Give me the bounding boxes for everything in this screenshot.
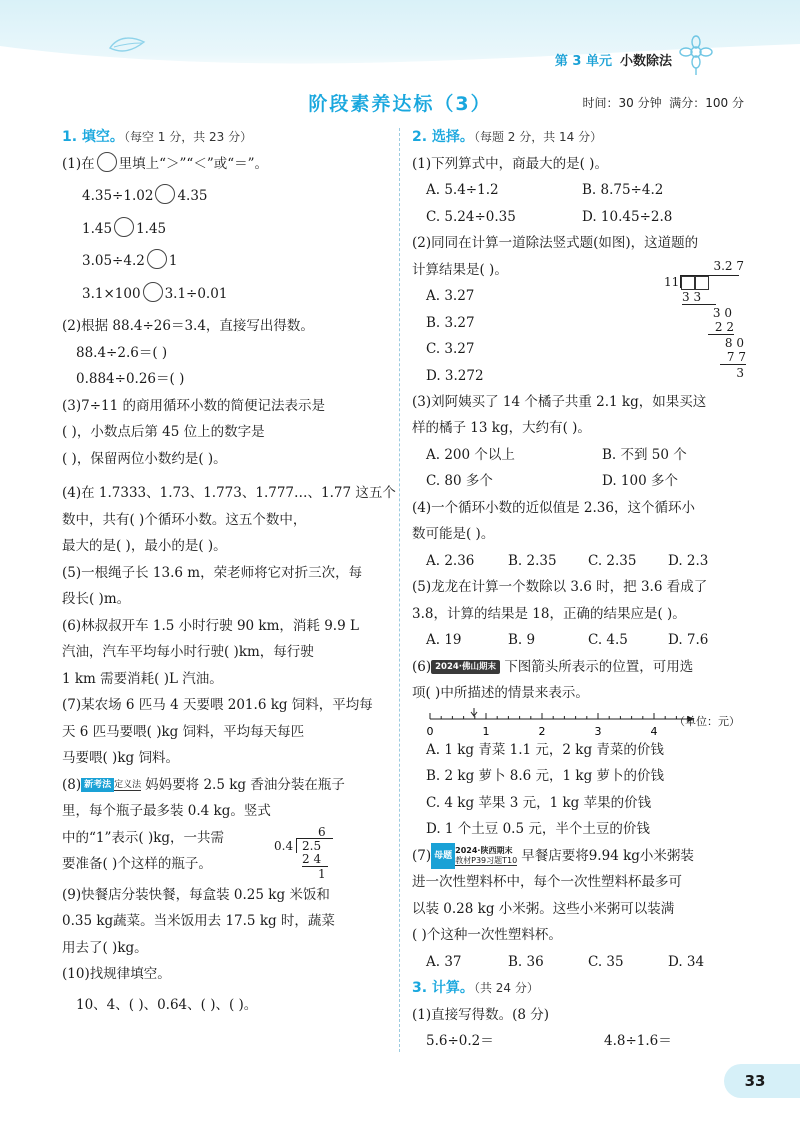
page-number-text: 33 [744, 1072, 766, 1090]
q2-item[interactable]: 0.884÷0.26＝( ) [76, 371, 185, 387]
question-1-9: (9)快餐店分装快餐，每盒装 0.25 kg 米饭和 [62, 886, 330, 903]
question-1-7-cont[interactable]: 马要喂( )kg 饲料。 [62, 750, 179, 766]
question-2-4-cont[interactable]: 数可能是( )。 [412, 526, 495, 542]
question-1-10: (10)找规律填空。 [62, 966, 171, 982]
q-number: (6) [412, 658, 432, 675]
option-c[interactable]: C. 4.5 [588, 632, 628, 648]
option-c[interactable]: C. 35 [588, 953, 624, 970]
option-c[interactable]: C. 5.24÷0.35 [426, 208, 516, 225]
div-quotient: 3.2 7 [713, 258, 744, 273]
expr-left: 4.35÷1.02 [82, 188, 154, 204]
compare-row [62, 216, 392, 243]
option-c[interactable]: C. 80 多个 [426, 473, 493, 489]
flower-decoration-icon [674, 32, 718, 76]
question-2-2: (2)同同在计算一道除法竖式题(如图)，这道题的 [412, 235, 699, 251]
long-division-figure [664, 259, 748, 387]
option-c[interactable]: C. 2.35 [588, 552, 637, 569]
div-row: 7 7 [720, 350, 746, 366]
options-row [412, 548, 752, 575]
question-1-4-cont[interactable]: 数中，共有( )个循环小数。这五个数中， [62, 511, 307, 528]
question-2-4: (4)一个循环小数的近似值是 2.36，这个循环小 [412, 499, 695, 516]
tick-label: 1 [482, 724, 490, 737]
expr-right: 1 [168, 253, 178, 269]
option-b[interactable]: B. 不到 50 个 [602, 446, 687, 463]
full-score: 满分：100 分 [669, 96, 744, 110]
tick-label: 2 [538, 724, 546, 737]
expr-left: 3.1×100 [82, 285, 141, 302]
option-a[interactable]: A. 37 [426, 953, 462, 970]
tick-label: 0 [426, 724, 434, 737]
question-1-9-cont: 0.35 kg蔬菜。当米饭用去 17.5 kg 时，蔬菜 [62, 913, 335, 929]
left-column [62, 124, 396, 1018]
q-text: (1)在 [62, 155, 95, 172]
question-3-1: (1)直接写得数。(8 分) [412, 1006, 550, 1023]
column-divider [399, 128, 400, 1052]
question-1-8 [62, 772, 392, 881]
option-b[interactable]: B. 8.75÷4.2 [582, 182, 664, 198]
time-score-info [583, 94, 744, 111]
tick-label: 4 [650, 724, 658, 737]
options-row [412, 177, 752, 204]
long-division-figure [274, 826, 354, 882]
blank-box[interactable] [681, 276, 695, 290]
source-exam: 2024·陕西期末 [455, 846, 513, 855]
option-d[interactable]: D. 34 [668, 953, 705, 970]
compare-row [62, 281, 392, 308]
option-d[interactable]: D. 2.3 [668, 552, 709, 569]
question-1-6-cont[interactable]: 汽油，汽车平均每小时行驶( )km，每行驶 [62, 644, 314, 660]
option-a[interactable]: A. 2.36 [426, 552, 475, 569]
option-d[interactable]: D. 10.45÷2.8 [582, 208, 673, 225]
source-badge: 2024·佛山期末 [431, 660, 500, 674]
div-row: 2 2 [708, 320, 734, 336]
question-1-10-seq[interactable]: 10、4、( )、0.64、( )、( )。 [76, 996, 258, 1013]
question-1-5: (5)一根绳子长 13.6 m，荣老师将它对折三次，每 [62, 564, 363, 581]
div-row: 3 [736, 365, 744, 380]
question-1-3: (3)7÷11 的商用循环小数的简便记法表示是 [62, 397, 325, 414]
option-a[interactable]: A. 19 [426, 632, 462, 648]
answer-circle[interactable] [114, 217, 134, 237]
options-row [412, 627, 752, 654]
div-remainder: 1 [318, 866, 326, 881]
option-b[interactable]: B. 36 [508, 953, 544, 970]
q-text: 妈妈要将 2.5 kg 香油分装在瓶子 [145, 776, 345, 793]
question-2-7-cont: 进一次性塑料杯中，每个一次性塑料杯最多可 [412, 874, 682, 890]
question-1-5-cont[interactable]: 段长( )m。 [62, 591, 131, 607]
question-1-1 [62, 151, 392, 178]
answer-circle[interactable] [155, 184, 175, 204]
calc-item[interactable]: 5.6÷0.2＝ [426, 1033, 494, 1049]
page-number [724, 1064, 800, 1098]
question-2-3-cont[interactable]: 样的橘子 13 kg，大约有( )。 [412, 420, 591, 436]
leaf-decoration-icon [108, 34, 148, 56]
question-2-6-cont[interactable]: 项( )中所描述的情景来表示。 [412, 685, 589, 701]
answer-circle[interactable] [97, 152, 117, 172]
expr-left: 1.45 [82, 220, 113, 237]
option-a[interactable]: A. 200 个以上 [426, 446, 515, 463]
question-2-2-cont[interactable]: 计算结果是( )。 [412, 261, 508, 278]
question-1-9-cont[interactable]: 用去了( )kg。 [62, 939, 148, 956]
divisor-value: 11 [664, 274, 680, 289]
question-1-8-line [62, 772, 392, 799]
div-subtract: 2 4 [302, 853, 328, 867]
calc-item[interactable]: 4.8÷1.6＝ [604, 1033, 672, 1049]
mother-question-badge: 母题 [431, 843, 455, 869]
question-1-8-cont[interactable]: 要准备( )个这样的瓶子。 [62, 856, 212, 872]
calc-row [412, 1028, 752, 1055]
time-limit: 时间：30 分钟 [582, 96, 662, 110]
question-2-7-cont[interactable]: ( )个这种一次性塑料杯。 [412, 927, 562, 943]
section-3-heading [412, 975, 752, 1002]
option-a[interactable]: A. 1 kg 青菜 1.1 元，2 kg 青菜的价钱 [426, 741, 664, 758]
page-title: 阶段素养达标（3） [308, 93, 492, 115]
blank-box[interactable] [695, 276, 709, 290]
section-title: 3. 计算。 [412, 980, 474, 996]
expr-left: 3.05÷4.2 [82, 253, 145, 269]
expr-right: 3.1÷0.01 [164, 285, 228, 302]
question-1-4-cont[interactable]: 最大的是( )，最小的是( )。 [62, 538, 227, 554]
div-divisor [664, 275, 739, 290]
q-text: 下图箭头所表示的位置，可用选 [504, 658, 694, 675]
question-2-7-cont: 以装 0.28 kg 小米粥。这些小米粥可以装满 [412, 900, 675, 917]
expr-right: 4.35 [177, 188, 208, 204]
pointer-arrow-icon [471, 708, 477, 716]
question-1-8-cont[interactable]: 中的“1”表示( )kg，一共需 [62, 829, 225, 846]
right-column [412, 124, 752, 1055]
question-1-3-cont[interactable]: ( )，保留两位小数约是( )。 [62, 450, 227, 467]
option-d[interactable]: D. 7.6 [668, 632, 709, 648]
unit-number: 第 3 单元 [554, 54, 612, 69]
div-dividend: 2.5 [302, 838, 322, 853]
question-2-5-cont[interactable]: 3.8，计算的结果是 18，正确的结果应是( )。 [412, 605, 686, 622]
div-divisor: 0.4 [274, 838, 294, 853]
number-line [412, 707, 752, 737]
question-1-6: (6)林叔叔开车 1.5 小时行驶 90 km，消耗 9.9 L [62, 617, 359, 634]
number-line-svg [426, 707, 696, 737]
div-row: 8 0 [724, 335, 744, 350]
answer-circle[interactable] [143, 282, 163, 302]
tick-group [430, 713, 688, 719]
compare-row [62, 248, 392, 275]
unit-label [555, 50, 672, 69]
question-1-3-cont[interactable]: ( )，小数点后第 45 位上的数字是 [62, 424, 265, 440]
option-b[interactable]: B. 2.35 [508, 552, 557, 569]
options-row [412, 442, 752, 469]
expr-right: 1.45 [136, 220, 167, 237]
section-score: （每空 1 分，共 23 分） [123, 130, 253, 144]
section-title: 2. 选择。 [412, 129, 474, 145]
question-2-2-body [412, 257, 752, 389]
definition-badge: 定义法 [114, 779, 142, 790]
q-text: 里填上“＞”“＜”或“＝”。 [118, 155, 269, 172]
question-2-3: (3)刘阿姨买了 14 个橘子共重 2.1 kg，如果买这 [412, 393, 707, 410]
question-1-4: (4)在 1.7333、1.73、1.773、1.777…、1.77 这五个 [62, 485, 396, 501]
section-2-heading [412, 124, 752, 151]
source-badge [455, 846, 517, 866]
question-2-5: (5)龙龙在计算一个数除以 3.6 时，把 3.6 看成了 [412, 579, 708, 595]
source-textbook: 教材P39习题T10 [455, 856, 518, 865]
question-1-7-cont[interactable]: 天 6 匹马要喂( )kg 饲料，平均每天每匹 [62, 723, 305, 740]
tick-label: 3 [594, 724, 602, 737]
option-d[interactable]: D. 1 个土豆 0.5 元，半个土豆的价钱 [426, 821, 650, 837]
option-d[interactable]: D. 3.272 [426, 367, 484, 384]
option-a[interactable]: A. 5.4÷1.2 [426, 182, 499, 198]
div-row: 3 0 [712, 305, 732, 320]
options-row [412, 204, 752, 231]
q-number: (7) [412, 847, 432, 864]
section-score: （共 24 分） [473, 981, 539, 995]
option-b[interactable]: B. 9 [508, 632, 536, 648]
section-1-heading [62, 124, 392, 151]
option-c[interactable]: C. 3.27 [426, 341, 475, 357]
option-a[interactable]: A. 3.27 [426, 288, 475, 304]
number-line-unit: （单位：元） [674, 714, 740, 728]
answer-circle[interactable] [147, 249, 167, 269]
div-quotient: 6 [318, 824, 326, 839]
question-1-6-cont[interactable]: 1 km 需要消耗( )L 汽油。 [62, 670, 223, 687]
question-1-8-cont: 里，每个瓶子最多装 0.4 kg。竖式 [62, 803, 271, 819]
unit-topic: 小数除法 [619, 54, 672, 69]
question-2-6 [412, 654, 752, 681]
option-c[interactable]: C. 4 kg 苹果 3 元，1 kg 苹果的价钱 [426, 794, 652, 811]
div-row: 3 3 [682, 290, 716, 306]
q2-item[interactable]: 88.4÷2.6＝( ) [76, 344, 168, 361]
options-row [412, 468, 752, 495]
question-2-1: (1)下列算式中，商最大的是( )。 [412, 155, 608, 172]
option-b[interactable]: B. 3.27 [426, 314, 475, 331]
options-row [412, 949, 752, 976]
question-1-2: (2)根据 88.4÷26＝3.4，直接写出得数。 [62, 318, 314, 334]
option-b[interactable]: B. 2 kg 萝卜 8.6 元，1 kg 萝卜的价钱 [426, 768, 665, 784]
option-d[interactable]: D. 100 多个 [602, 473, 678, 489]
q-number: (8) [62, 776, 82, 793]
new-method-badge: 新考法 [81, 778, 114, 792]
question-1-7: (7)某农场 6 匹马 4 天要喂 201.6 kg 饲料，平均每 [62, 697, 373, 713]
section-score: （每题 2 分，共 14 分） [473, 130, 603, 144]
q-text: 早餐店要将9.94 kg小米粥装 [521, 847, 694, 864]
compare-row [62, 183, 392, 210]
section-title: 1. 填空。 [62, 129, 124, 145]
question-2-7 [412, 843, 752, 870]
